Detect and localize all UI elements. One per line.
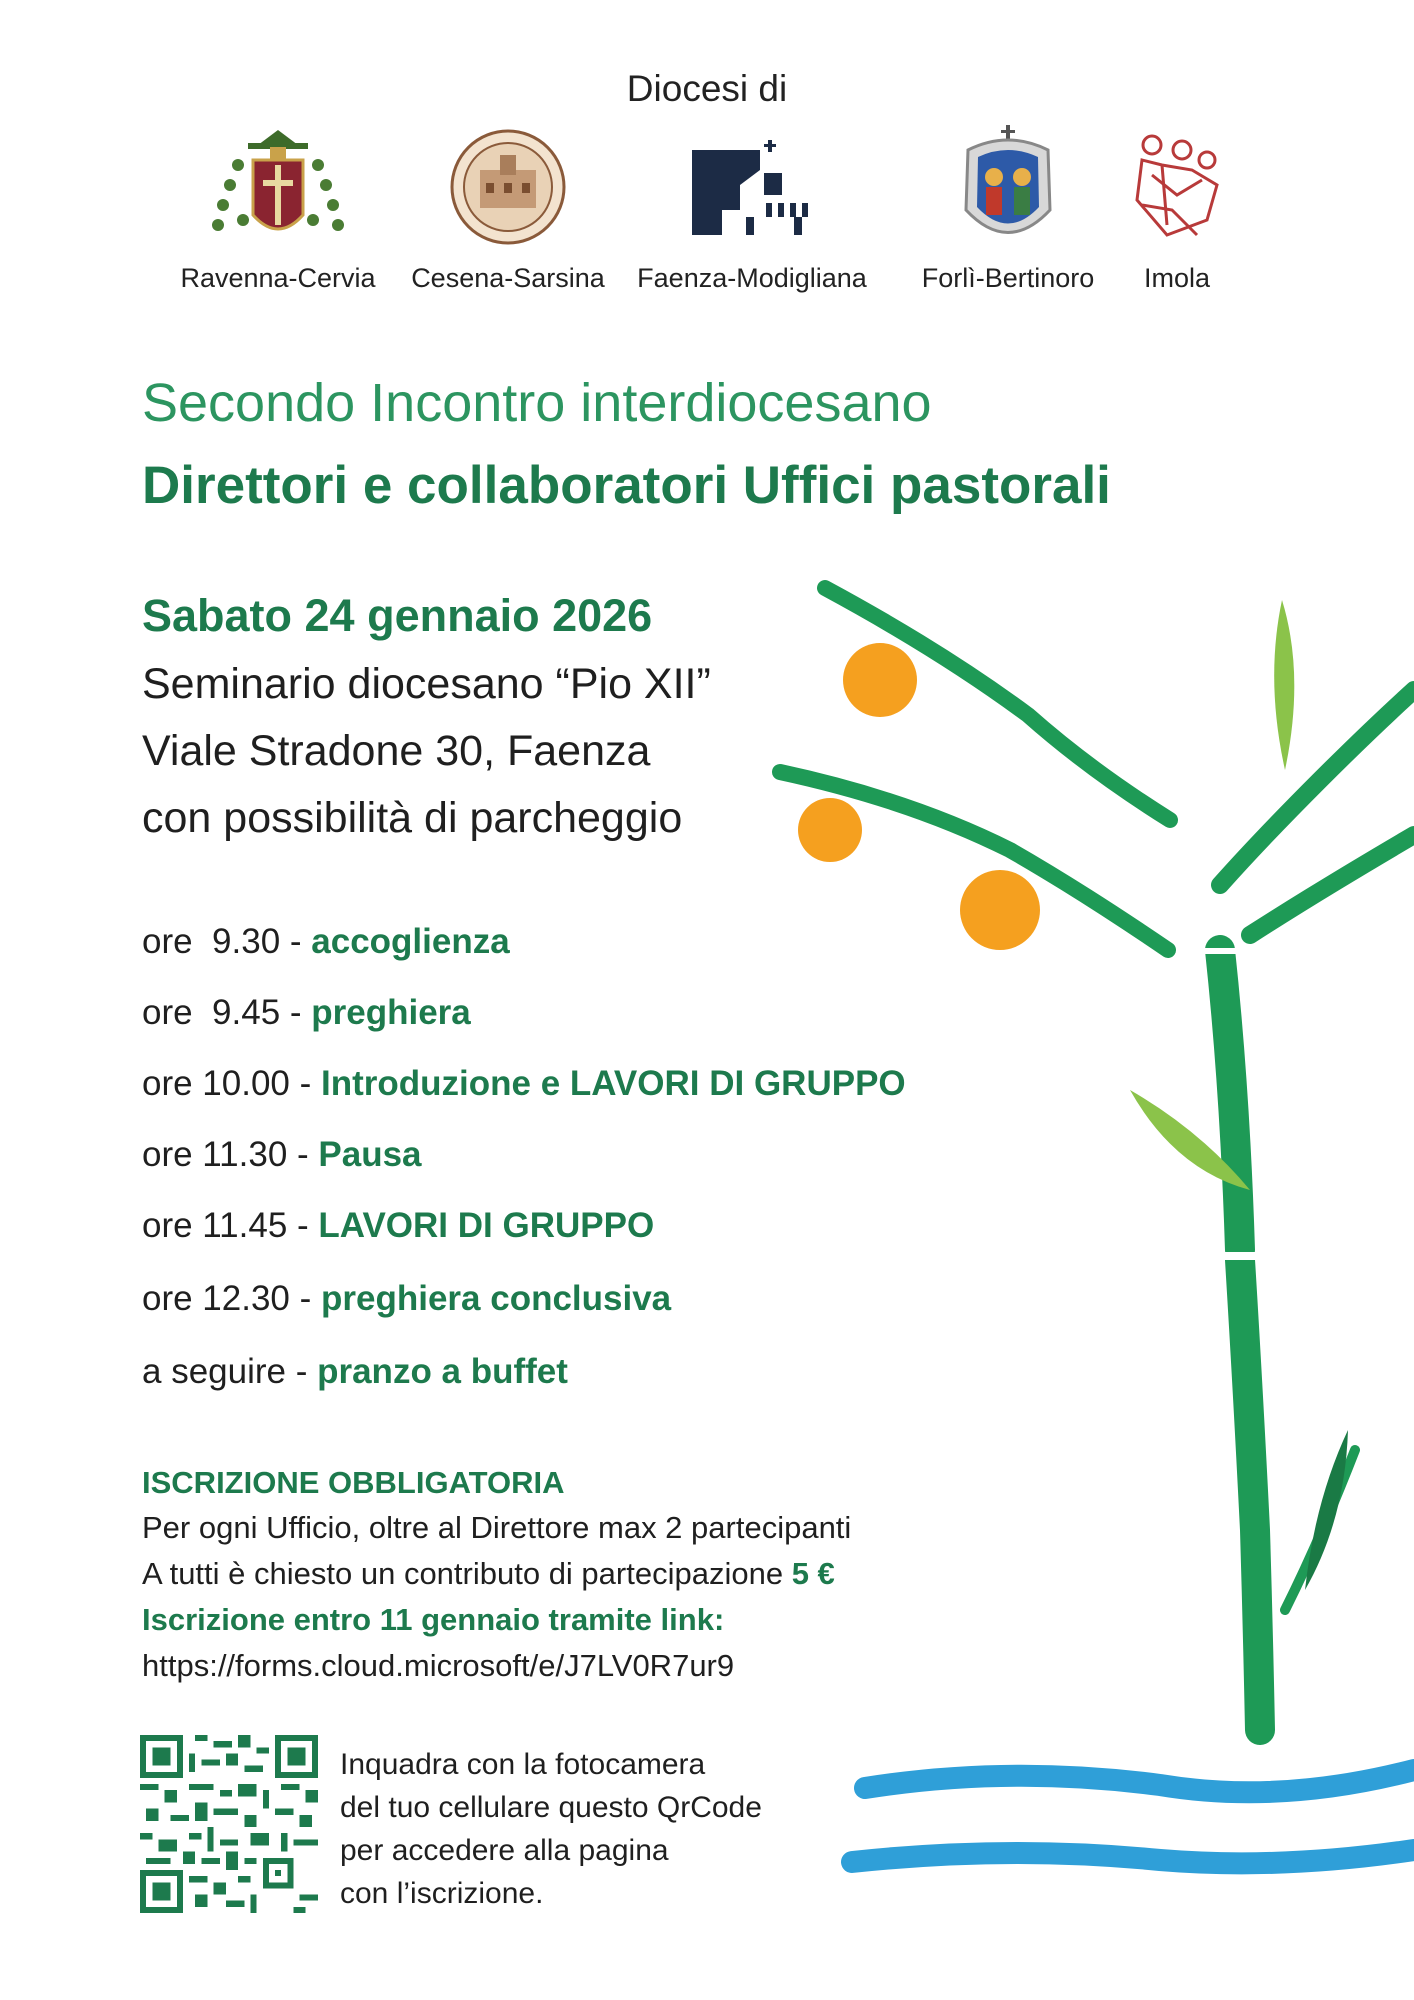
schedule-item <box>142 1352 568 1392</box>
diocese-name-imola: Imola <box>1143 263 1211 293</box>
faenza-modigliana-logo-icon <box>682 125 822 255</box>
event-title: Direttori e collaboratori Uffici pastorali <box>142 456 1111 515</box>
schedule-activity: LAVORI DI GRUPPO <box>318 1206 655 1245</box>
forli-bertinoro-coat-of-arms-icon <box>938 125 1078 255</box>
schedule-time: ore 9.30 - <box>142 922 312 961</box>
diocese-name-forli: Forlì-Bertinoro <box>921 263 1095 293</box>
registration-participants: Per ogni Ufficio, oltre al Direttore max 2 partecipanti <box>142 1510 852 1545</box>
schedule-time: ore 10.00 - <box>142 1064 321 1103</box>
schedule-item <box>142 1135 422 1175</box>
schedule-item <box>142 1206 654 1246</box>
schedule-time: a seguire - <box>142 1352 318 1391</box>
schedule-activity: preghiera <box>311 993 471 1032</box>
venue-line-parking: con possibilità di parcheggio <box>142 794 683 842</box>
diocesi-title: Diocesi di <box>626 68 788 109</box>
schedule-item <box>142 993 471 1033</box>
schedule-item <box>142 1064 906 1104</box>
contribution-price: 5 € <box>791 1556 835 1591</box>
registration-deadline: Iscrizione entro 11 gennaio tramite link: <box>142 1602 725 1637</box>
registration-title: ISCRIZIONE OBBLIGATORIA <box>142 1465 565 1500</box>
schedule-activity: Introduzione e LAVORI DI GRUPPO <box>321 1064 906 1103</box>
registration-contribution <box>142 1556 835 1592</box>
registration-link[interactable]: https://forms.cloud.microsoft/e/J7LV0R7ur9 <box>142 1648 735 1683</box>
contribution-text: A tutti è chiesto un contributo di partecipazione <box>142 1556 792 1591</box>
qr-instruction-line: per accedere alla pagina <box>340 1834 669 1867</box>
event-date: Sabato 24 gennaio 2026 <box>142 590 653 641</box>
schedule-activity: Pausa <box>318 1135 422 1174</box>
schedule-activity: accoglienza <box>311 922 510 961</box>
diocese-name-faenza: Faenza-Modigliana <box>637 263 867 293</box>
schedule-item <box>142 922 510 962</box>
qr-code-icon[interactable] <box>140 1735 318 1913</box>
ravenna-cervia-coat-of-arms-icon <box>208 125 348 255</box>
schedule-activity: pranzo a buffet <box>317 1352 568 1391</box>
venue-line-address: Viale Stradone 30, Faenza <box>142 727 651 775</box>
cesena-sarsina-seal-icon <box>438 125 578 255</box>
venue-line-name: Seminario diocesano “Pio XII” <box>142 660 711 708</box>
schedule-time: ore 11.45 - <box>142 1206 319 1245</box>
schedule-time: ore 12.30 - <box>142 1279 321 1318</box>
diocese-name-ravenna: Ravenna-Cervia <box>180 263 376 293</box>
qr-instruction-line: con l’iscrizione. <box>340 1877 544 1910</box>
event-subtitle: Secondo Incontro interdiocesano <box>142 373 932 433</box>
qr-instruction-line: Inquadra con la fotocamera <box>340 1748 706 1781</box>
imola-emblem-icon <box>1122 125 1232 255</box>
tree-illustration <box>760 570 1414 1930</box>
schedule-item <box>142 1279 671 1319</box>
schedule-time: ore 9.45 - <box>142 993 312 1032</box>
schedule-activity: preghiera conclusiva <box>321 1279 672 1318</box>
schedule-time: ore 11.30 - <box>142 1135 319 1174</box>
diocese-name-cesena: Cesena-Sarsina <box>411 263 605 293</box>
qr-instruction-line: del tuo cellulare questo QrCode <box>340 1791 762 1824</box>
